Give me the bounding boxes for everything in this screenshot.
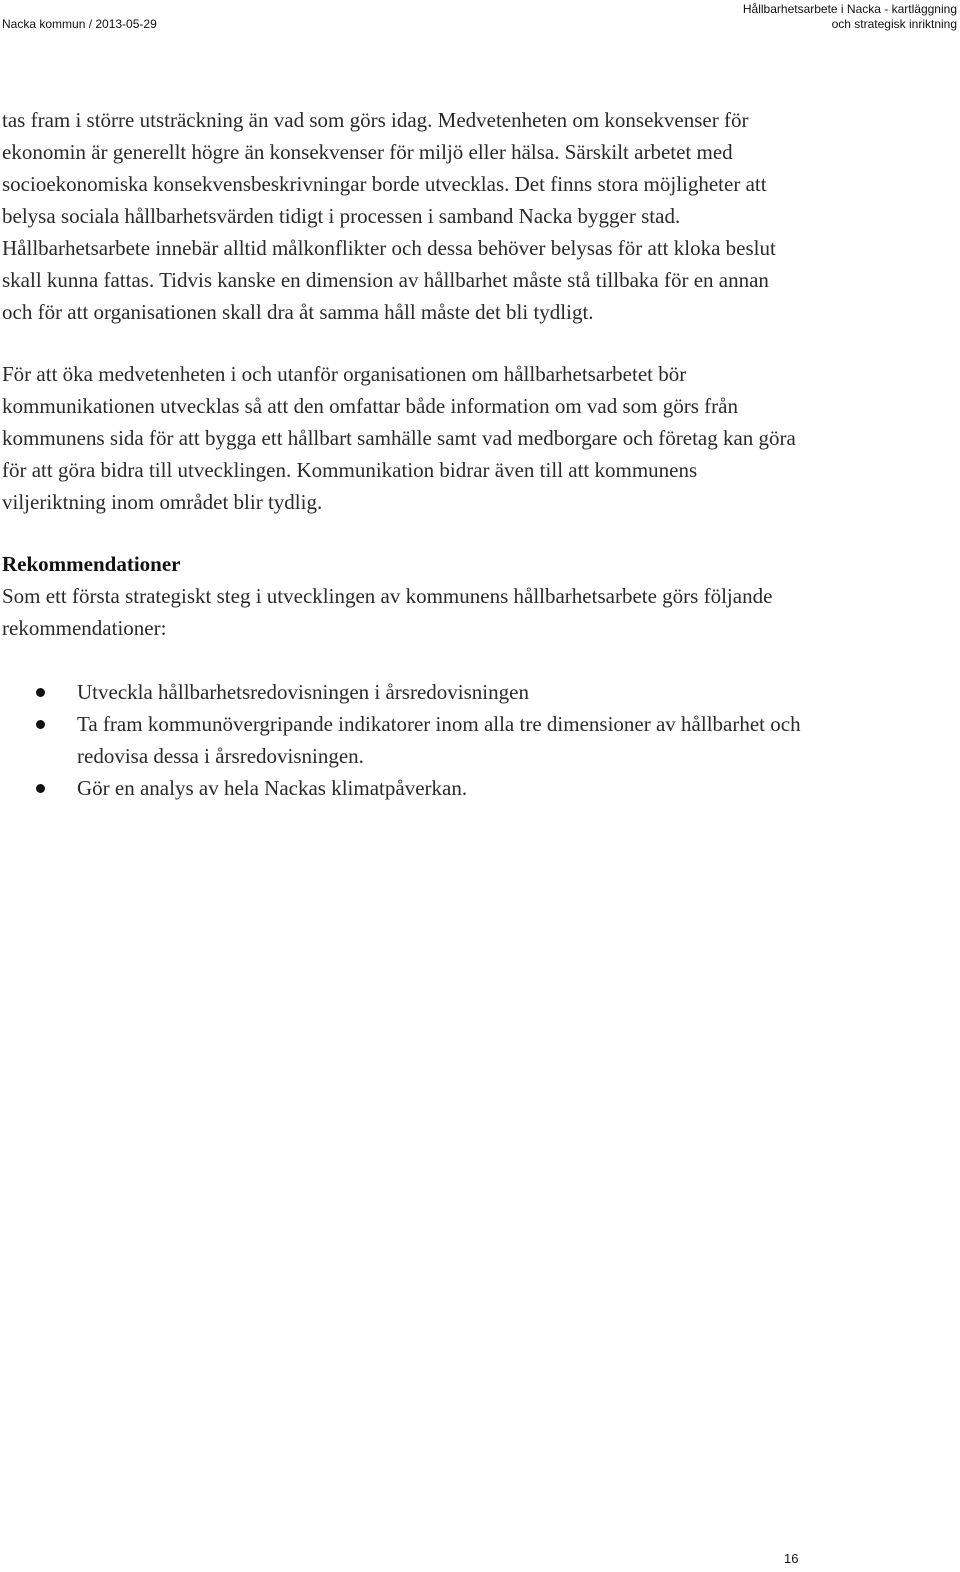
page-number: 16: [784, 1551, 799, 1566]
recommendations-intro: Som ett första strategiskt steg i utvecklingen av kommunens hållbarhetsarbete görs följande rekommendationer:: [2, 584, 773, 640]
list-item: [2, 708, 802, 772]
header-title-line-1: Hållbarhetsarbete i Nacka - kartläggning: [742, 2, 957, 16]
list-item-text: Gör en analys av hela Nackas klimatpåverkan.: [77, 776, 468, 800]
body-paragraph-1: tas fram i större utsträckning än vad som görs idag. Medvetenheten om konsekvenser för ekonomin är generellt högre än konsekvenser för miljö eller hälsa. Särskilt arbetet med socioekonomiska konsekvensbeskrivningar borde utvecklas. Det finns stora möjligheter att belysa sociala hållbarhetsvärden tidigt i processen i samband Nacka bygger stad. Hållbarhetsarbete innebär alltid målkonflikter och dessa behöver belysas för att kloka beslut skall kunna fattas. Tidvis kanske en dimension av hållbarhet måste stå tillbaka för en annan och för att organisationen skall dra åt samma håll måste det bli tydligt.: [2, 108, 776, 324]
recommendations-list: [2, 676, 802, 804]
list-item-text: Utveckla hållbarhetsredovisningen i årsredovisningen: [77, 680, 529, 704]
page-body: [2, 104, 802, 804]
body-paragraph-2: För att öka medvetenheten i och utanför organisationen om hållbarhetsarbetet bör kommunikationen utvecklas så att den omfattar både information om vad som görs från kommunens sida för att bygga ett hållbart samhälle samt vad medborgare och företag kan göra för att göra bidra till utvecklingen. Kommunikation bidrar även till att kommunens viljeriktning inom området blir tydlig.: [2, 362, 796, 514]
header-document-title: [743, 2, 957, 32]
page-header: [0, 0, 960, 40]
list-item-text: Ta fram kommunövergripande indikatorer inom alla tre dimensioner av hållbarhet och redovisa dessa i årsredovisningen.: [77, 712, 801, 768]
bullet-icon: [36, 688, 45, 697]
section-heading: Rekommendationer: [2, 552, 181, 576]
list-item: [2, 772, 802, 804]
header-org-date: Nacka kommun / 2013-05-29: [2, 17, 157, 31]
bullet-icon: [36, 784, 45, 793]
list-item: [2, 676, 802, 708]
header-title-line-2: och strategisk inriktning: [831, 17, 957, 31]
bullet-icon: [36, 720, 45, 729]
